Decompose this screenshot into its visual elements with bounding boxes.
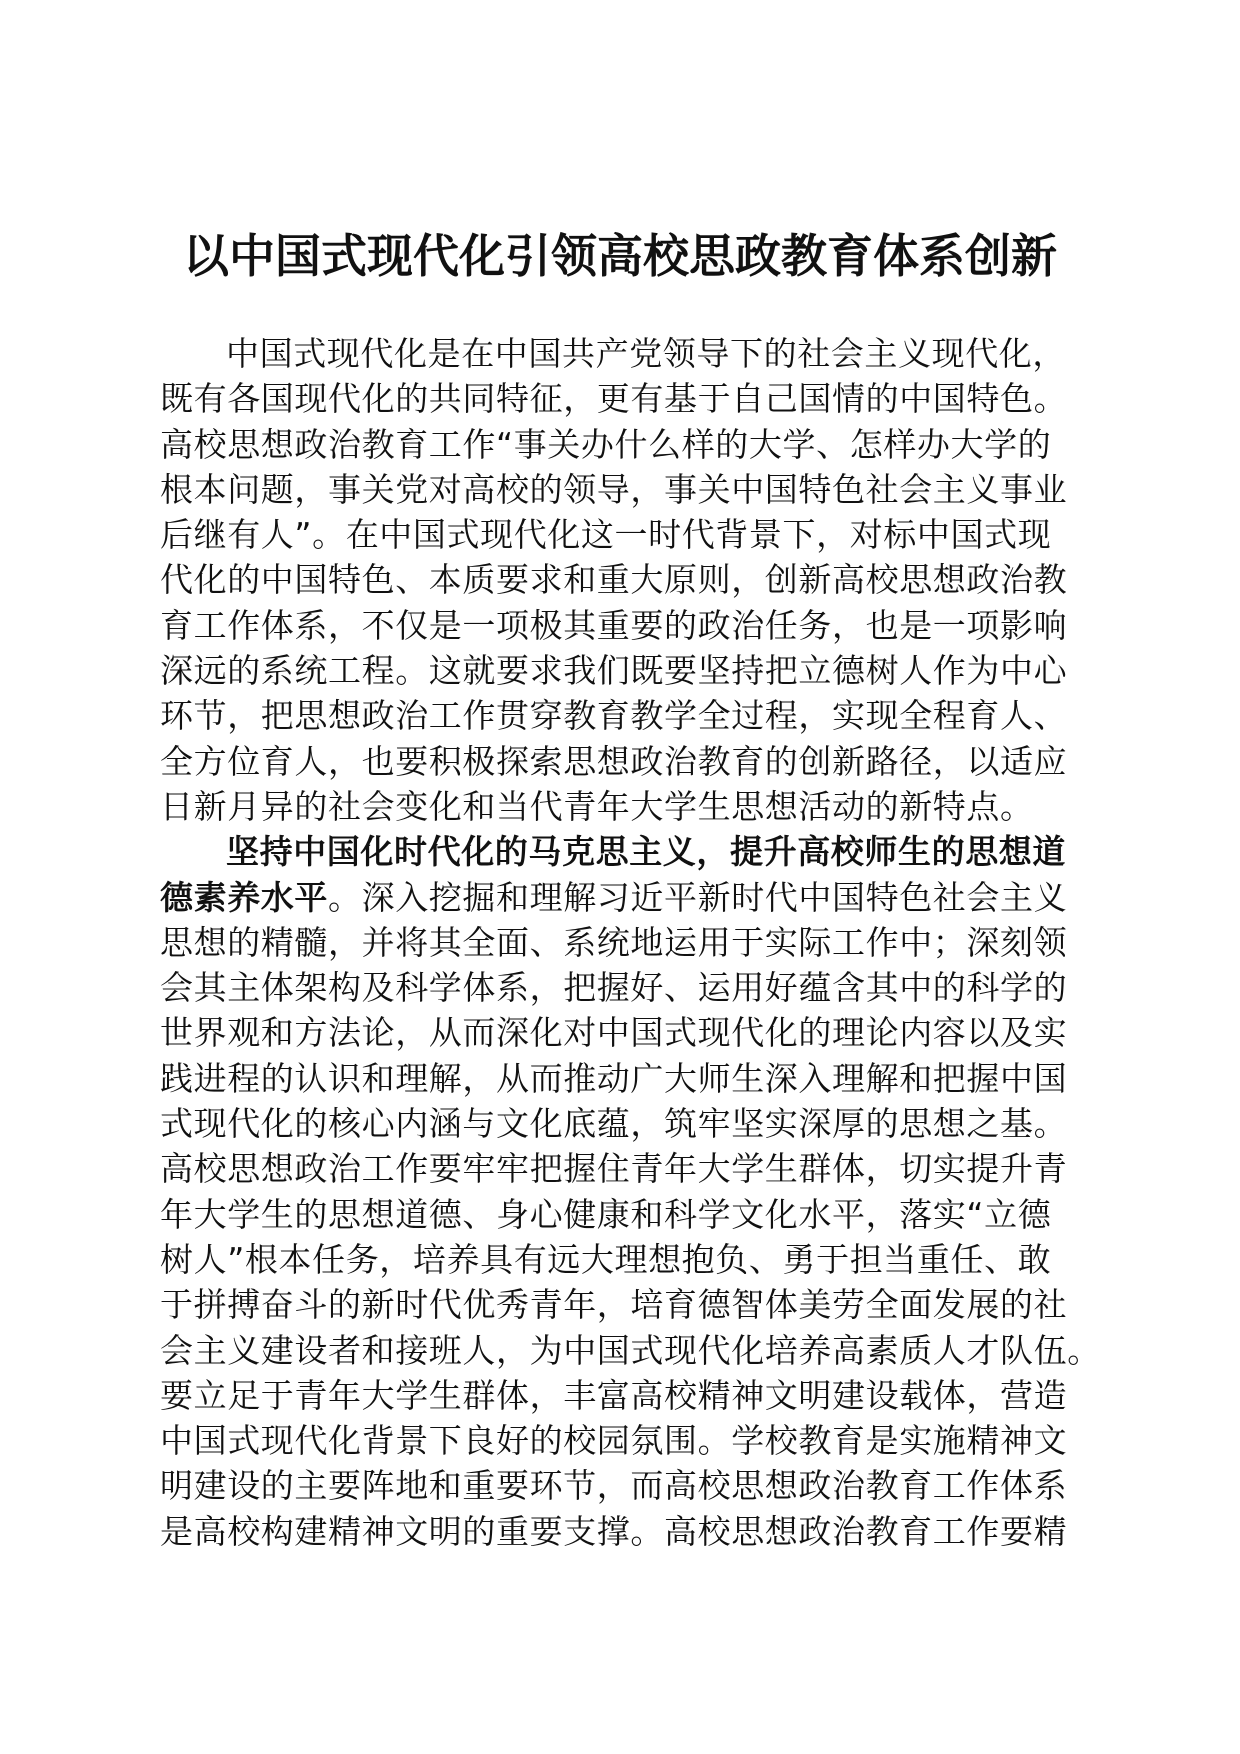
- paragraph-text: 。深入挖掘和理解习近平新时代中国特色社会主义: [328, 877, 1068, 917]
- paragraph-line: 后继有人”。在中国式现代化这一时代背景下，对标中国式现: [160, 515, 1052, 555]
- paragraph-2: [160, 829, 1100, 1554]
- paragraph-line: 于拼搏奋斗的新时代优秀青年，培育德智体美劳全面发展的社: [160, 1285, 1068, 1325]
- paragraph-line: 会主义建设者和接班人，为中国式现代化培养高素质人才队伍。: [160, 1330, 1101, 1370]
- section-heading-end: 德素养水平: [160, 877, 328, 917]
- paragraph-line: 年大学生的思想道德、身心健康和科学文化水平，落实“立德: [160, 1194, 1052, 1234]
- paragraph-line: 式现代化的核心内涵与文化底蕴，筑牢坚实深厚的思想之基。: [160, 1104, 1068, 1144]
- paragraph-line: 高校思想政治教育工作“事关办什么样的大学、怎样办大学的: [160, 424, 1052, 464]
- paragraph-line: 全方位育人，也要积极探索思想政治教育的创新路径，以适应: [160, 741, 1068, 781]
- paragraph-line: 根本问题，事关党对高校的领导，事关中国特色社会主义事业: [160, 469, 1068, 509]
- paragraph-line: 世界观和方法论，从而深化对中国式现代化的理论内容以及实: [160, 1013, 1068, 1053]
- paragraph-line: 育工作体系，不仅是一项极其重要的政治任务，也是一项影响: [160, 605, 1068, 645]
- section-heading: 坚持中国化时代化的马克思主义，提升高校师生的思想道: [226, 832, 1066, 872]
- paragraph-line: 树人”根本任务，培养具有远大理想抱负、勇于担当重任、敢: [160, 1239, 1052, 1279]
- paragraph-line: 环节，把思想政治工作贯穿教育教学全过程，实现全程育人、: [160, 696, 1068, 736]
- document-body: [160, 331, 1100, 1554]
- paragraph-line: 要立足于青年大学生群体，丰富高校精神文明建设载体，营造: [160, 1375, 1068, 1415]
- paragraph-line: 中国式现代化是在中国共产党领导下的社会主义现代化，: [226, 334, 1066, 373]
- paragraph-line: 高校思想政治工作要牢牢把握住青年大学生群体，切实提升青: [160, 1149, 1068, 1189]
- paragraph-line: 日新月异的社会变化和当代青年大学生思想活动的新特点。: [160, 786, 1034, 826]
- paragraph-line: 代化的中国特色、本质要求和重大原则，创新高校思想政治教: [160, 560, 1068, 600]
- paragraph-line: 会其主体架构及科学体系，把握好、运用好蕴含其中的科学的: [160, 968, 1068, 1008]
- paragraph-line: 践进程的认识和理解，从而推动广大师生深入理解和把握中国: [160, 1058, 1068, 1098]
- paragraph-line: 是高校构建精神文明的重要支撑。高校思想政治教育工作要精: [160, 1511, 1068, 1551]
- document-title: 以中国式现代化引领高校思政教育体系创新: [183, 229, 1057, 283]
- paragraph-line: [160, 875, 1100, 920]
- paragraph-line: 中国式现代化背景下良好的校园氛围。学校教育是实施精神文: [160, 1421, 1068, 1461]
- paragraph-line: 深远的系统工程。这就要求我们既要坚持把立德树人作为中心: [160, 651, 1068, 691]
- paragraph-line: 既有各国现代化的共同特征，更有基于自己国情的中国特色。: [160, 379, 1068, 419]
- paragraph-line: 思想的精髓，并将其全面、系统地运用于实际工作中；深刻领: [160, 922, 1068, 962]
- paragraph-line: 明建设的主要阵地和重要环节，而高校思想政治教育工作体系: [160, 1466, 1068, 1506]
- paragraph-1: [160, 331, 1100, 829]
